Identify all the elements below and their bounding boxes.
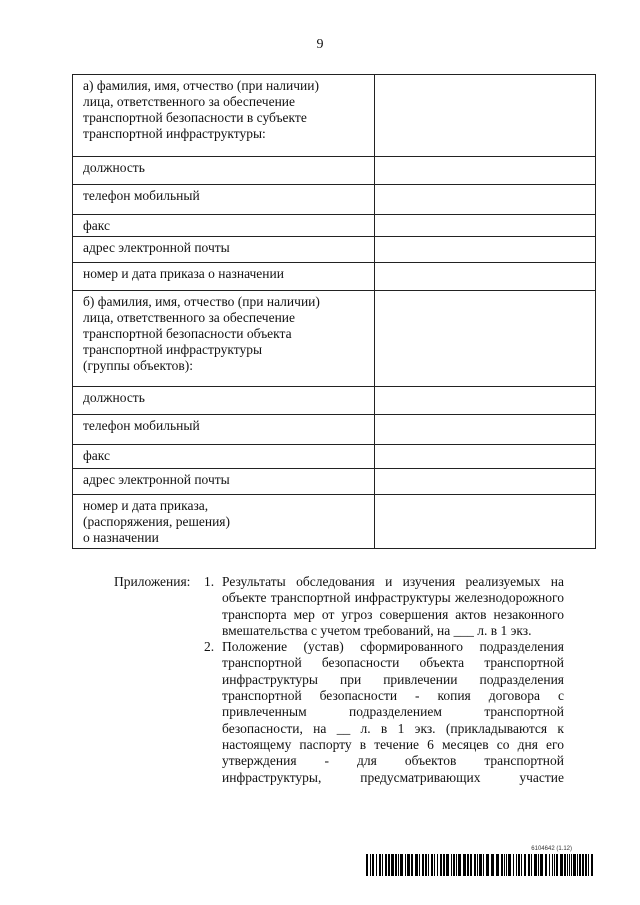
field-value[interactable] (375, 495, 596, 549)
appendix-title: Приложения: (114, 574, 191, 589)
field-value[interactable] (375, 291, 596, 387)
field-value[interactable] (375, 415, 596, 445)
field-label: телефон мобильный (73, 415, 375, 445)
appendix-item (204, 574, 564, 639)
field-label: факс (73, 215, 375, 237)
table-row (73, 445, 596, 469)
appendix-item-number: 2. (204, 639, 215, 655)
field-value[interactable] (375, 445, 596, 469)
table-row (73, 75, 596, 157)
appendix-item (204, 639, 564, 786)
field-label: номер и дата приказа, (распоряжения, решения) о назначении (73, 495, 375, 549)
field-label: б) фамилия, имя, отчество (при наличии) лица, ответственного за обеспечение транспортной безопасности объекта транспортной инфраструктуры (группы объектов): (73, 291, 375, 387)
appendix-item-number: 1. (204, 574, 215, 589)
field-value[interactable] (375, 185, 596, 215)
page-number: 9 (316, 37, 324, 52)
table-row (73, 387, 596, 415)
field-label: должность (73, 387, 375, 415)
appendix-item-text: Результаты обследования и изучения реализуемых на объекте транспортной инфраструктуры железнодорожного транспорта мер от угроз совершения актов незаконного вмешательства с учетом требований, на ___ л. в 1 экз. (222, 574, 564, 638)
table-row (73, 157, 596, 185)
field-value[interactable] (375, 469, 596, 495)
field-label: номер и дата приказа о назначении (73, 263, 375, 291)
table-row (73, 237, 596, 263)
responsible-persons-table (72, 74, 596, 549)
field-value[interactable] (375, 263, 596, 291)
field-label: телефон мобильный (73, 185, 375, 215)
field-value[interactable] (375, 157, 596, 185)
field-label: факс (73, 445, 375, 469)
appendix-item-text: Положение (устав) сформированного подразделения транспортной безопасности объекта транспортной инфраструктуры при привлечении подразделения транспортной безопасности - копия договора с привлеченным подразделением транспортной безопасности, на __ л. в 1 экз. (прикладываются к настоящему паспорту в течение 6 месяцев со дня его утверждения - для объектов транспортной инфраструктуры, предусматривающих участие (222, 639, 564, 785)
table-row (73, 415, 596, 445)
field-value[interactable] (375, 215, 596, 237)
field-value[interactable] (375, 75, 596, 157)
field-value[interactable] (375, 237, 596, 263)
table-row (73, 469, 596, 495)
table-row (73, 263, 596, 291)
field-label: адрес электронной почты (73, 469, 375, 495)
appendix-section (114, 574, 564, 786)
barcode-icon (366, 854, 598, 876)
table-row (73, 291, 596, 387)
field-label: а) фамилия, имя, отчество (при наличии) лица, ответственного за обеспечение транспортной безопасности в субъекте транспортной инфраструктуры: (73, 75, 375, 157)
table-row (73, 215, 596, 237)
table-row (73, 185, 596, 215)
field-label: должность (73, 157, 375, 185)
document-barcode (366, 846, 598, 876)
table-row (73, 495, 596, 549)
field-label: адрес электронной почты (73, 237, 375, 263)
field-value[interactable] (375, 387, 596, 415)
barcode-caption: 6104642 (1.12) (531, 846, 572, 852)
